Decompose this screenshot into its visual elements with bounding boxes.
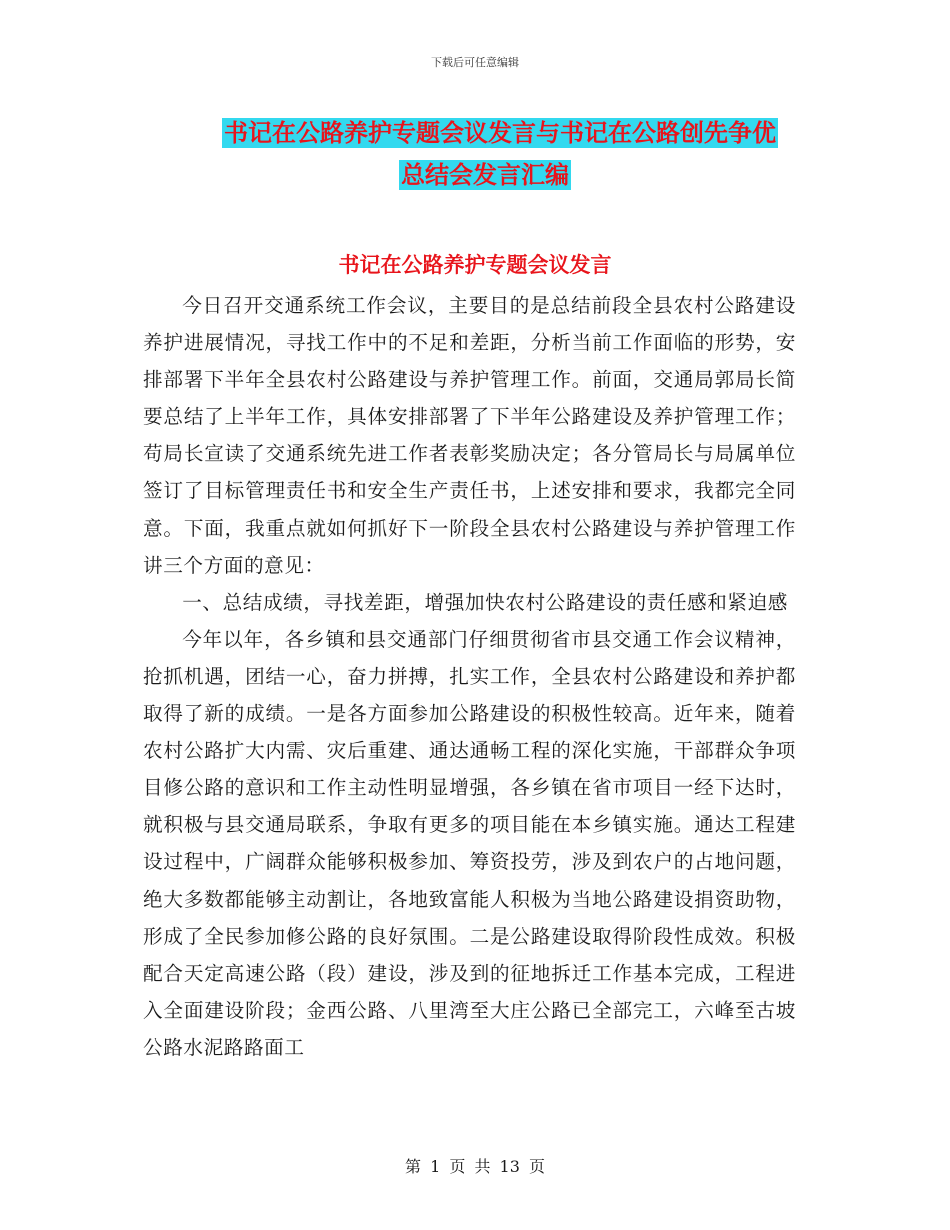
document-title-line-2-text: 总结会发言汇编: [401, 161, 569, 189]
document-title-line-1: [0, 116, 950, 150]
page-number-footer: 第 1 页 共 13 页: [405, 1157, 545, 1176]
body-paragraph-1: 今日召开交通系统工作会议，主要目的是总结前段全县农村公路建设养护进展情况，寻找工作中的不足和差距，分析当前工作面临的形势，安排部署下半年全县农村公路建设与养护管理工作。前面，交通局郭局长简要总结了上半年工作，具体安排部署了下半年公路建设及养护管理工作；苟局长宣读了交通系统先进工作者表彰奖励决定；各分管局长与局属单位签订了目标管理责任书和安全生产责任书，上述安排和要求，我都完全同意。下面，我重点就如何抓好下一阶段全县农村公路建设与养护管理工作讲三个方面的意见：: [143, 294, 796, 577]
document-body: [143, 287, 796, 1066]
body-paragraph-3: 今年以年，各乡镇和县交通部门仔细贯彻省市县交通工作会议精神，抢抓机遇，团结一心，奋力拼搏，扎实工作，全县农村公路建设和养护都取得了新的成绩。一是各方面参加公路建设的积极性较高。近年来，随着农村公路扩大内需、灾后重建、通达通畅工程的深化实施，干部群众争项目修公路的意识和工作主动性明显增强，各乡镇在省市项目一经下达时，就积极与县交通局联系，争取有更多的项目能在本乡镇实施。通达工程建设过程中，广阔群众能够积极参加、筹资投劳，涉及到农户的占地问题，绝大多数都能够主动割让，各地致富能人积极为当地公路建设捐资助物，形成了全民参加修公路的良好氛围。二是公路建设取得阶段性成效。积极配合天定高速公路（段）建设，涉及到的征地拆迁工作基本完成，工程进入全面建设阶段；金西公路、八里湾至大庄公路已全部完工，六峰至古坡公路水泥路路面工: [143, 627, 796, 1059]
page-header-note: 下载后可任意编辑: [431, 56, 519, 69]
body-paragraph-2-heading: 一、总结成绩，寻找差距，增强加快农村公路建设的责任感和紧迫感: [182, 590, 788, 614]
document-title-line-1-text: 书记在公路养护专题会议发言与书记在公路创先争优: [224, 119, 776, 147]
section-title: 书记在公路养护专题会议发言: [338, 253, 612, 277]
document-title-line-2: [0, 158, 950, 192]
